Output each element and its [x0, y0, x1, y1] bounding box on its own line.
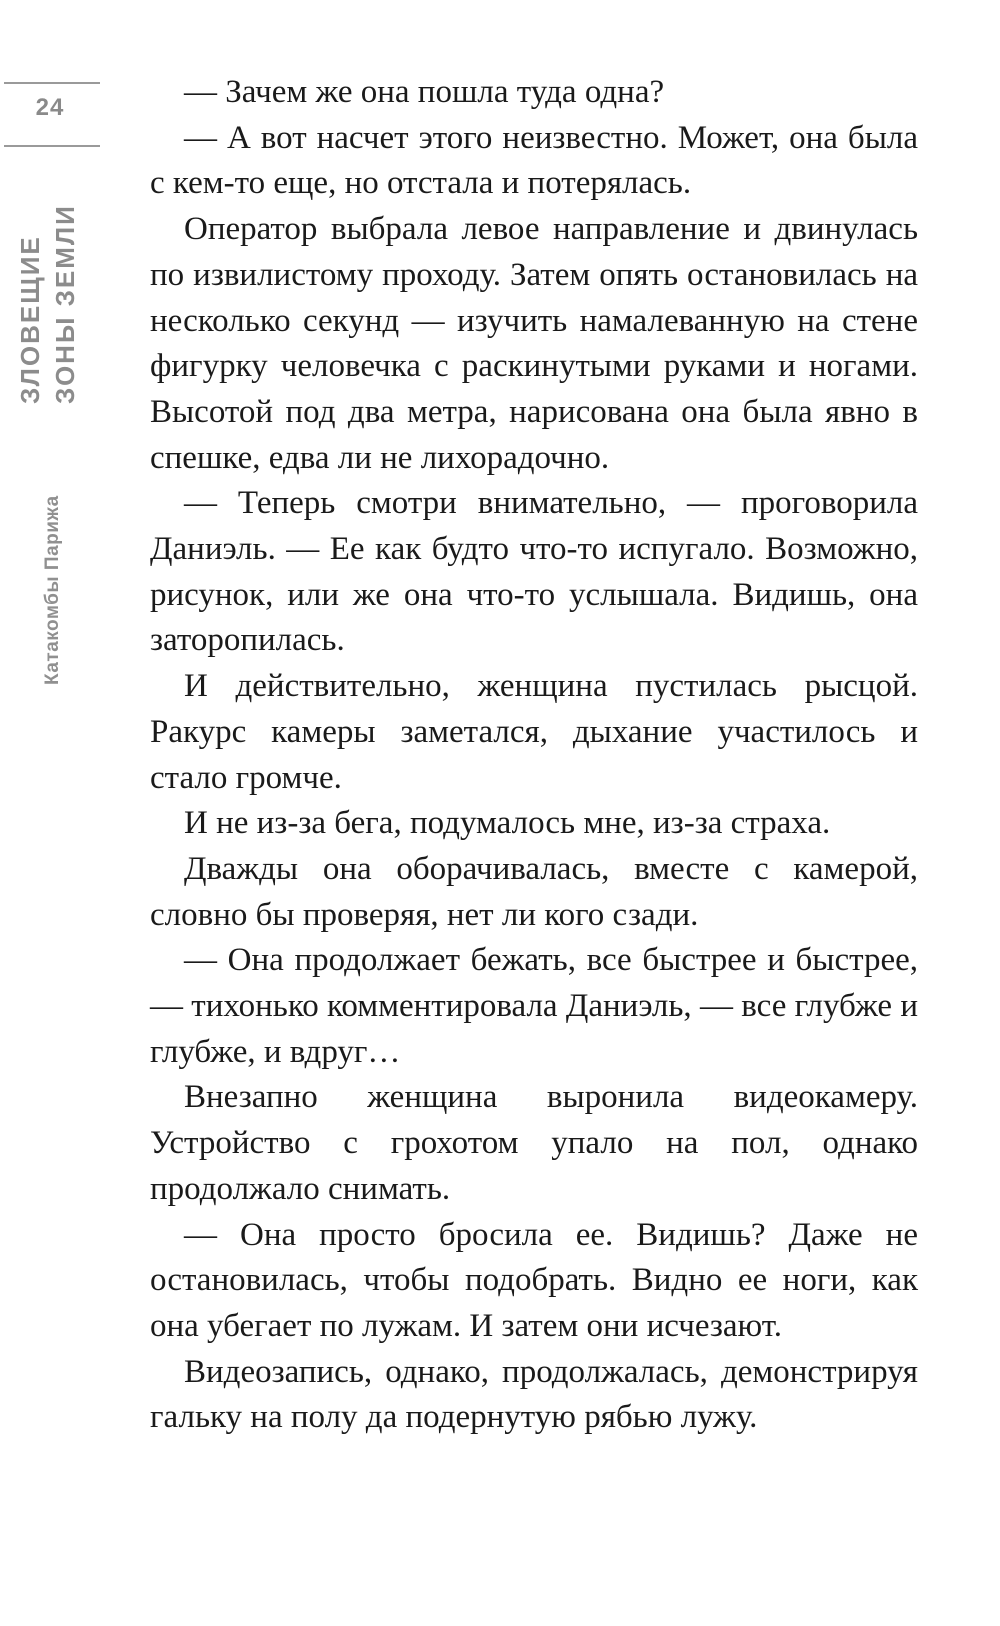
- paragraph: — А вот насчет этого неизвестно. Может, она была с кем-то еще, но отстала и потерялась.: [150, 119, 918, 202]
- paragraph: Внезапно женщина выронила видеокамеру. Устройство с грохотом упало на пол, однако продолжало снимать.: [150, 1079, 918, 1207]
- paragraph: Дважды она оборачивалась, вместе с камерой, словно бы проверяя, нет ли кого сзади.: [150, 850, 918, 933]
- paragraph: — Она просто бросила ее. Видишь? Даже не остановилась, чтобы подобрать. Видно ее ноги, как она убегает по лужам. И затем они исчезают.: [150, 1216, 918, 1344]
- paragraph: Оператор выбрала левое направление и двинулась по извилистому проходу. Затем опять остановилась на несколько секунд — изучить намалеванную на стене фигурку человечка с раскинутыми руками и ногами. Высотой под два метра, нарисована она была явно в спешке, едва ли не лихорадочно.: [150, 211, 918, 476]
- header-rule-top: [4, 82, 100, 84]
- paragraph: — Она продолжает бежать, все быстрее и быстрее, — тихонько комментировала Даниэль, — все глубже и глубже, и вдруг…: [150, 942, 918, 1070]
- paragraph: — Зачем же она пошла туда одна?: [184, 74, 665, 110]
- paragraph: — Теперь смотри внимательно, — проговорила Даниэль. — Ее как будто что-то испугало. Возможно, рисунок, или же она что-то услышала. Видишь, она заторопилась.: [150, 485, 918, 659]
- series-title-line1: ЗЛОВЕЩИЕ: [15, 235, 45, 404]
- series-title-line2: ЗОНЫ ЗЕМЛИ: [50, 204, 80, 404]
- running-book-title: Катакомбы Парижа: [42, 495, 63, 685]
- page-number: 24: [35, 94, 65, 121]
- paragraph: И не из-за бега, подумалось мне, из-за страха.: [184, 805, 831, 842]
- paragraph: Видеозапись, однако, продолжалась, демонстрируя гальку на полу да подернутую рябью лужу.: [150, 1353, 918, 1436]
- paragraph: И действительно, женщина пустилась рысцой. Ракурс камеры заметался, дыхание участилось и стало громче.: [150, 668, 918, 796]
- body-text: [150, 70, 918, 1441]
- header-rule-bottom: [4, 145, 100, 147]
